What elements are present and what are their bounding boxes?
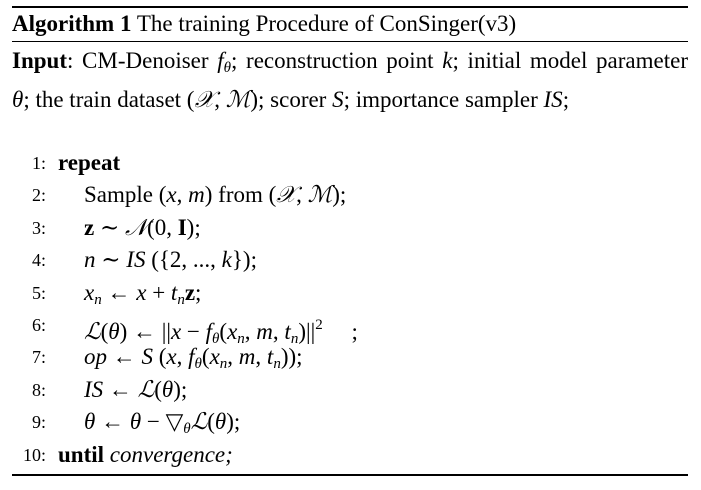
- step-7-code: op ← S (x, $f_\theta(x_n$, m, $t_n$));: [84, 344, 303, 373]
- line-number: 2:: [31, 185, 46, 206]
- step-2: [12, 179, 688, 211]
- line-number: 4:: [31, 250, 46, 271]
- line-number: 10:: [22, 444, 46, 465]
- step-5-code: $x_n$ ← $x + t_nz$;: [84, 279, 202, 308]
- line-number: 7:: [31, 347, 46, 368]
- step-2-code: Sample (x, m) from (𝒳, ℳ);: [84, 182, 347, 209]
- step-3-code: z ∼ 𝒩(0, I);: [84, 214, 201, 241]
- line-number: 5:: [31, 282, 46, 303]
- step-7: [12, 341, 688, 373]
- step-4: [12, 244, 688, 276]
- step-5: [12, 277, 688, 309]
- input-label: Input: [12, 48, 67, 73]
- line-number: 9:: [31, 412, 46, 433]
- step-1: [12, 147, 688, 179]
- step-8-code: IS ← ℒ(θ);: [84, 376, 188, 403]
- step-6-code: ℒ(θ) ← $||x - f_\theta(x_n$, m, $t_n)||^2$ ;: [84, 316, 358, 347]
- line-number: 8:: [31, 379, 46, 400]
- step-10: [12, 439, 688, 471]
- algorithm-title: [12, 8, 516, 40]
- step-10-code: until convergence;: [58, 441, 233, 467]
- step-4-code: n ∼ IS ({2, ..., k});: [84, 247, 257, 273]
- algorithm-caption: The training Procedure of ConSinger(v3): [136, 11, 517, 36]
- step-8: [12, 374, 688, 406]
- step-3: [12, 212, 688, 244]
- algorithm-steps: [12, 147, 688, 471]
- step-6: [12, 309, 688, 347]
- bottom-rule: [12, 474, 688, 476]
- step-9: [12, 406, 688, 438]
- middle-rule: [12, 41, 688, 42]
- repeat-keyword: repeat: [58, 150, 121, 175]
- line-number: 1:: [31, 153, 46, 173]
- input-paragraph: Input: CM-Denoiser $f_\theta$; reconstruction point k; initial model parameter θ; the train dataset (𝒳, ℳ); scorer S; importance sampler IS;: [12, 48, 688, 113]
- until-keyword: until: [58, 441, 105, 467]
- line-number: 6:: [31, 314, 46, 335]
- algorithm-label: Algorithm 1: [12, 11, 132, 36]
- line-number: 3:: [31, 217, 46, 238]
- step-9-code: θ ← $\theta - ▽_\theta ℒ(\theta)$;: [84, 409, 241, 438]
